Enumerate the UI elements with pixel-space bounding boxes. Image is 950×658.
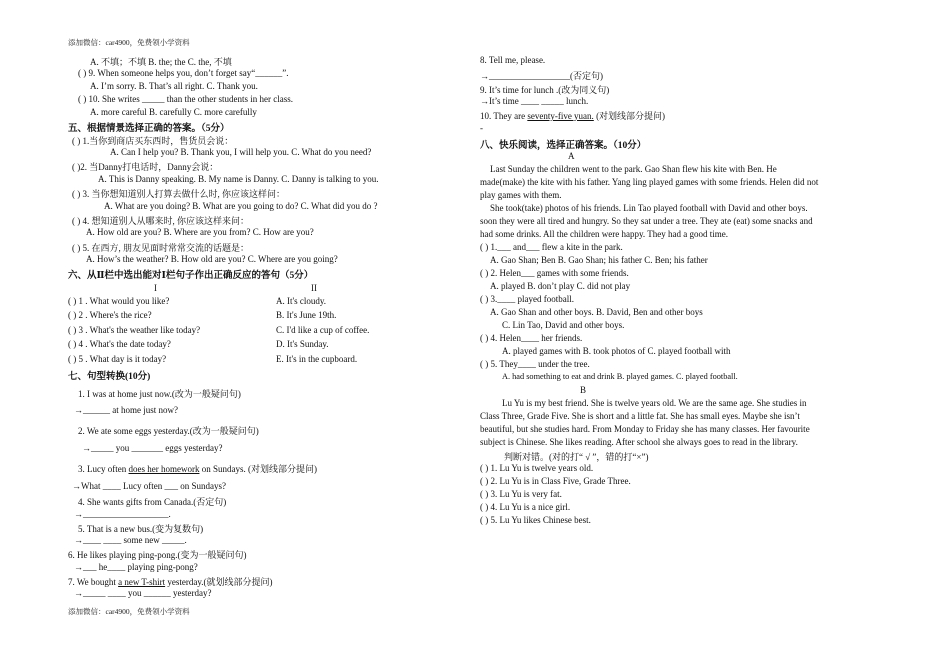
match-answer: E. It's in the cupboard. bbox=[276, 354, 358, 364]
judge-instruction: 判断对错。(对的打“ √ ”，错的打“×”) bbox=[504, 452, 649, 462]
reading-options: A. Gao Shan; Ben B. Gao Shan; his father C. Ben; his father bbox=[490, 255, 708, 265]
transform-question: 9. It’s time for lunch .(改为同义句) bbox=[480, 85, 610, 95]
question-line: ( ) 10. She writes _____ than the other students in her class. bbox=[78, 94, 293, 104]
transform-answer: →___________________. bbox=[74, 509, 171, 519]
transform-answer: →__________________(否定句) bbox=[480, 71, 603, 81]
transform-question: 5. That is a new bus.(变为复数句) bbox=[78, 524, 204, 534]
transform-answer: →It’s time ____ _____ lunch. bbox=[480, 96, 589, 106]
reading-question: ( ) 2. Helen___ games with some friends. bbox=[480, 268, 629, 278]
answer-mark: - bbox=[480, 123, 483, 133]
transform-answer: →What ____ Lucy often ___ on Sundays? bbox=[72, 481, 226, 491]
option-line: A. How old are you? B. Where are you from? C. How are you? bbox=[86, 227, 314, 237]
option-line: A. more careful B. carefully C. more carefully bbox=[90, 107, 257, 117]
option-line: A. 不填；不填 B. the; the C. the, 不填 bbox=[90, 57, 232, 67]
question-line: ( ) 1.当你到商店买东西时，售货员会说： bbox=[72, 136, 234, 146]
judge-statement: ( ) 3. Lu Yu is very fat. bbox=[480, 489, 562, 499]
question-prefix: 7. We bought bbox=[68, 577, 119, 587]
transform-answer: →____ ____ some new _____. bbox=[74, 535, 187, 545]
section-6-title: 六、从Ⅱ栏中选出能对Ⅰ栏句子作出正确反应的答句（5分） bbox=[68, 271, 314, 281]
judge-statement: ( ) 1. Lu Yu is twelve years old. bbox=[480, 463, 594, 473]
passage-line: Class Three, Grade Five. She is short and a little fat. She has small eyes. Maybe she isn’t bbox=[480, 411, 800, 421]
option-line: A. Can I help you? B. Thank you, I will help you. C. What do you need? bbox=[110, 147, 372, 157]
passage-b-label: B bbox=[580, 385, 587, 395]
passage-line: Last Sunday the children went to the park. Gao Shan flew his kite with Ben. He bbox=[490, 164, 777, 174]
passage-line: beautiful, but she studies hard. From Monday to Friday she has many classes. Her favourite bbox=[480, 424, 810, 434]
transform-answer: →_____ you _______ eggs yesterday? bbox=[82, 443, 223, 453]
transform-answer: →___ he____ playing ping-pong? bbox=[74, 562, 198, 572]
question-suffix: yesterday.(就划线部分提问) bbox=[165, 577, 273, 587]
transform-question: 2. We ate some eggs yesterday.(改为一般疑问句) bbox=[78, 426, 259, 436]
match-question: ( ) 4 . What's the date today? bbox=[68, 339, 171, 349]
transform-question bbox=[78, 462, 317, 475]
transform-question bbox=[480, 109, 665, 122]
passage-line: play games with them. bbox=[480, 190, 562, 200]
option-line: A. What are you doing? B. What are you going to do? C. What did you do ? bbox=[104, 201, 378, 211]
passage-line: made(make) the kite with his father. Yang ling played games with some friends. Helen did not bbox=[480, 177, 819, 187]
question-line: ( ) 5. 在西方, 朋友见面时常常交流的话题是： bbox=[72, 243, 249, 253]
judge-statement: ( ) 5. Lu Yu likes Chinese best. bbox=[480, 515, 591, 525]
section-5-title: 五、根据情景选择正确的答案。（5分） bbox=[68, 124, 230, 134]
option-line: A. This is Danny speaking. B. My name is Danny. C. Danny is talking to you. bbox=[98, 174, 379, 184]
transform-question: 4. She wants gifts from Canada.(否定句) bbox=[78, 497, 227, 507]
match-question: ( ) 1 . What would you like? bbox=[68, 296, 170, 306]
passage-line: subject is Chinese. She likes reading. After school she always goes to read in the library. bbox=[480, 437, 798, 447]
transform-answer: →______ at home just now? bbox=[74, 405, 178, 415]
reading-question: ( ) 1.___ and___ flew a kite in the park. bbox=[480, 242, 623, 252]
reading-options: A. played B. don’t play C. did not play bbox=[490, 281, 631, 291]
question-prefix: 10. They are bbox=[480, 111, 528, 121]
option-line: A. How’s the weather? B. How old are you? C. Where are you going? bbox=[86, 254, 338, 264]
footer-note: 添加微信：car4900，免费领小学资料 bbox=[68, 607, 190, 616]
transform-question: 6. He likes playing ping-pong.(变为一般疑问句) bbox=[68, 550, 247, 560]
passage-line: She took(take) photos of his friends. Lin Tao played football with David and other boys. bbox=[490, 203, 808, 213]
underlined-phrase: does her homework bbox=[128, 464, 200, 474]
section-8-title: 八、快乐阅读，选择正确答案。（10分） bbox=[480, 141, 647, 151]
transform-question: 1. I was at home just now.(改为一般疑问句) bbox=[78, 389, 241, 399]
question-line: ( ) 3. 当你想知道别人打算去做什么时, 你应该这样问： bbox=[72, 189, 285, 199]
reading-options: A. Gao Shan and other boys. B. David, Ben and other boys bbox=[490, 307, 703, 317]
reading-question: ( ) 4. Helen____ her friends. bbox=[480, 333, 583, 343]
question-suffix: on Sundays. (对划线部分提问) bbox=[199, 464, 317, 474]
judge-statement: ( ) 2. Lu Yu is in Class Five, Grade Three. bbox=[480, 476, 631, 486]
reading-options: A. had something to eat and drink B. played games. C. played football. bbox=[502, 372, 738, 381]
question-line: ( ) 9. When someone helps you, don’t forget say“______”. bbox=[78, 68, 289, 78]
question-line: ( ) 4. 想知道别人从哪来时, 你应该这样来问： bbox=[72, 216, 249, 226]
header-note: 添加微信：car4900，免费领小学资料 bbox=[68, 38, 190, 47]
option-line: A. I’m sorry. B. That’s all right. C. Thank you. bbox=[90, 81, 258, 91]
match-question: ( ) 2 . Where's the rice? bbox=[68, 310, 152, 320]
underlined-phrase: a new T-shirt bbox=[118, 577, 166, 587]
passage-a-label: A bbox=[568, 151, 575, 161]
passage-line: Lu Yu is my best friend. She is twelve years old. We are the same age. She studies in bbox=[502, 398, 807, 408]
column-ii-label: II bbox=[311, 283, 317, 293]
underlined-phrase: seventy-five yuan. bbox=[527, 111, 594, 121]
match-answer: D. It's Sunday. bbox=[276, 339, 329, 349]
section-7-title: 七、句型转换(10分) bbox=[68, 372, 151, 382]
question-prefix: 3. Lucy often bbox=[78, 464, 129, 474]
match-question: ( ) 3 . What's the weather like today? bbox=[68, 325, 201, 335]
question-line: ( )2. 当Danny打电话时，Danny会说： bbox=[72, 162, 219, 172]
passage-line: had some drinks. All the children were happy. They had a good time. bbox=[480, 229, 728, 239]
reading-options: C. Lin Tao, David and other boys. bbox=[502, 320, 625, 330]
reading-options: A. played games with B. took photos of C. played football with bbox=[502, 346, 731, 356]
judge-statement: ( ) 4. Lu Yu is a nice girl. bbox=[480, 502, 571, 512]
passage-line: soon they were all tired and hungry. So they sat under a tree. They ate (eat) some snacks and bbox=[480, 216, 813, 226]
reading-question: ( ) 5. They____ under the tree. bbox=[480, 359, 590, 369]
reading-question: ( ) 3.____ played football. bbox=[480, 294, 574, 304]
match-answer: C. I'd like a cup of coffee. bbox=[276, 325, 370, 335]
transform-answer: →_____ ____ you ______ yesterday? bbox=[74, 588, 212, 598]
column-i-label: I bbox=[154, 283, 157, 293]
transform-question bbox=[68, 575, 273, 588]
question-suffix: (对划线部分提问) bbox=[593, 111, 666, 121]
match-question: ( ) 5 . What day is it today? bbox=[68, 354, 167, 364]
match-answer: B. It's June 19th. bbox=[276, 310, 337, 320]
match-answer: A. It's cloudy. bbox=[276, 296, 327, 306]
transform-question: 8. Tell me, please. bbox=[480, 55, 546, 65]
